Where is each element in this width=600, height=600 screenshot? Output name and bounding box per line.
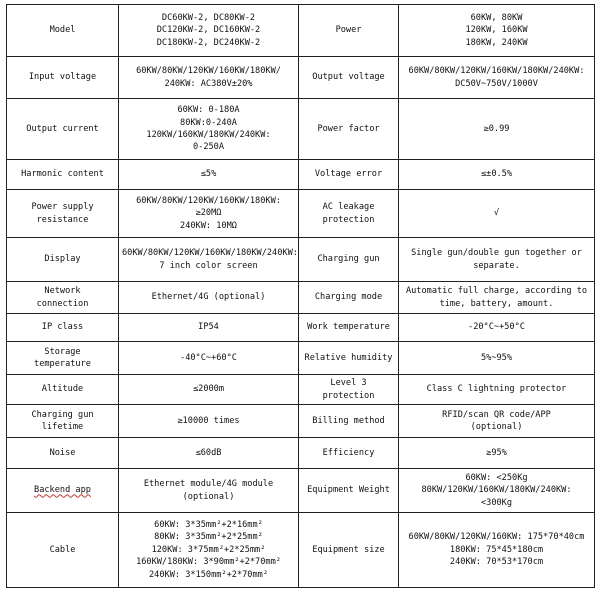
table-row <box>7 99 595 160</box>
spec-value: ≤5% <box>119 160 299 190</box>
spec-label: Charging gun <box>299 238 399 282</box>
spec-value: 5%~95% <box>399 342 595 375</box>
spec-label: Relative humidity <box>299 342 399 375</box>
spec-value: 60KW: 3*35mm²+2*16mm² 80KW: 3*35mm²+2*25mm² 120KW: 3*75mm²+2*25mm² 160KW/180KW: 3*90mm²+2*70mm² 240KW: 3*150mm²+2*70mm² <box>119 513 299 588</box>
table-row <box>7 238 595 282</box>
spec-label: IP class <box>7 314 119 342</box>
spec-label: Power supply resistance <box>7 190 119 238</box>
spec-label: Efficiency <box>299 438 399 469</box>
spec-value: 60KW/80KW/120KW/160KW: 175*70*40cm 180KW: 75*45*180cm 240KW: 70*53*170cm <box>399 513 595 588</box>
spec-label: Altitude <box>7 375 119 405</box>
spec-label: Output current <box>7 99 119 160</box>
spec-value: Ethernet/4G (optional) <box>119 282 299 314</box>
spec-value: 60KW: 0-180A 80KW:0-240A 120KW/160KW/180KW/240KW: 0-250A <box>119 99 299 160</box>
spec-value: ≥10000 times <box>119 405 299 438</box>
spec-value: IP54 <box>119 314 299 342</box>
spec-label: Billing method <box>299 405 399 438</box>
table-row <box>7 405 595 438</box>
spec-value: 60KW: <250Kg 80KW/120KW/160KW/180KW/240KW: <300Kg <box>399 469 595 513</box>
spec-label: Cable <box>7 513 119 588</box>
table-row <box>7 342 595 375</box>
table-row <box>7 469 595 513</box>
spec-value: 60KW, 80KW 120KW, 160KW 180KW, 240KW <box>399 5 595 57</box>
spec-label: Network connection <box>7 282 119 314</box>
table-row <box>7 513 595 588</box>
spec-value: Class C lightning protector <box>399 375 595 405</box>
spec-label: Charging mode <box>299 282 399 314</box>
table-row <box>7 314 595 342</box>
spec-value: -40°C~+60°C <box>119 342 299 375</box>
spec-label: Charging gun lifetime <box>7 405 119 438</box>
spec-label: Storage temperature <box>7 342 119 375</box>
spec-label: Power <box>299 5 399 57</box>
table-row <box>7 160 595 190</box>
spec-value: 60KW/80KW/120KW/160KW/180KW: ≥20MΩ 240KW: 10MΩ <box>119 190 299 238</box>
spec-value: Automatic full charge, according to time, battery, amount. <box>399 282 595 314</box>
spec-label-text: Backend app <box>34 485 91 496</box>
spec-label: Level 3 protection <box>299 375 399 405</box>
spec-label: AC leakage protection <box>299 190 399 238</box>
spec-table <box>6 4 595 588</box>
spec-label: Voltage error <box>299 160 399 190</box>
spec-label: Equipment Weight <box>299 469 399 513</box>
spec-label: Display <box>7 238 119 282</box>
spec-label: Work temperature <box>299 314 399 342</box>
table-row <box>7 57 595 99</box>
spec-value: ≥95% <box>399 438 595 469</box>
table-row <box>7 5 595 57</box>
spec-value: -20°C~+50°C <box>399 314 595 342</box>
table-row <box>7 190 595 238</box>
spec-label: Equipment size <box>299 513 399 588</box>
spec-value: ≤60dB <box>119 438 299 469</box>
spec-value: Ethernet module/4G module (optional) <box>119 469 299 513</box>
spec-value: Single gun/double gun together or separate. <box>399 238 595 282</box>
spec-label: Noise <box>7 438 119 469</box>
spec-value: √ <box>399 190 595 238</box>
spec-value: DC60KW-2, DC80KW-2 DC120KW-2, DC160KW-2 DC180KW-2, DC240KW-2 <box>119 5 299 57</box>
spec-value: RFID/scan QR code/APP (optional) <box>399 405 595 438</box>
spec-label <box>7 469 119 513</box>
spec-value: 60KW/80KW/120KW/160KW/180KW/240KW: DC50V~750V/1000V <box>399 57 595 99</box>
spec-label: Power factor <box>299 99 399 160</box>
table-row <box>7 375 595 405</box>
spec-label: Output voltage <box>299 57 399 99</box>
spec-label: Model <box>7 5 119 57</box>
spec-label: Input voltage <box>7 57 119 99</box>
spec-value: ≤±0.5% <box>399 160 595 190</box>
spec-label: Harmonic content <box>7 160 119 190</box>
spec-value: ≤2000m <box>119 375 299 405</box>
spec-value: ≥0.99 <box>399 99 595 160</box>
spec-value: 60KW/80KW/120KW/160KW/180KW/ 240KW: AC380V±20% <box>119 57 299 99</box>
table-row <box>7 282 595 314</box>
table-row <box>7 438 595 469</box>
spec-value: 60KW/80KW/120KW/160KW/180KW/240KW: 7 inch color screen <box>119 238 299 282</box>
